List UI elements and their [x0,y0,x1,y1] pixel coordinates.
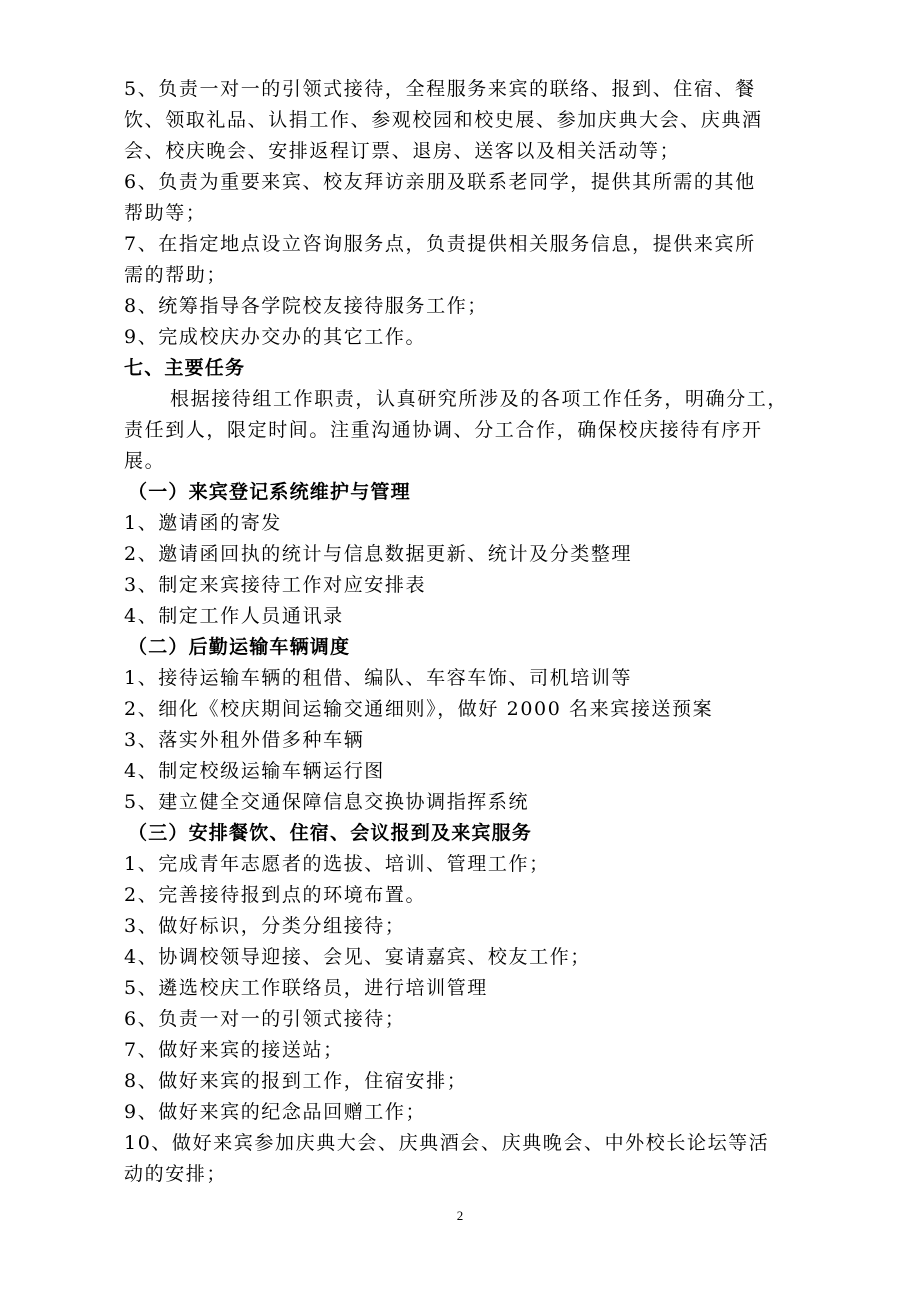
text-line: 6、负责一对一的引领式接待； [124,1008,406,1030]
text-line: 4、制定工作人员通讯录 [124,605,344,627]
text-line: 4、制定校级运输车辆运行图 [124,760,385,782]
page-number: 2 [456,1208,464,1223]
section-heading: 七、主要任务 [124,357,246,379]
text-line: 5、建立健全交通保障信息交换协调指挥系统 [124,791,530,813]
text-line: 3、制定来宾接待工作对应安排表 [124,574,427,596]
subsection-heading: （三）安排餐饮、住宿、会议报到及来宾服务 [128,822,533,844]
text-line: 3、做好标识，分类分组接待； [124,915,406,937]
text-line: 9、做好来宾的纪念品回赠工作； [124,1101,427,1123]
text-line: 会、校庆晚会、安排返程订票、退房、送客以及相关活动等； [124,140,681,162]
text-line: 9、完成校庆办交办的其它工作。 [124,326,427,348]
text-line: 1、完成青年志愿者的选拔、培训、管理工作； [124,853,550,875]
text-line: 3、落实外租外借多种车辆 [124,729,365,751]
text-line: 6、负责为重要来宾、校友拜访亲朋及联系老同学，提供其所需的其他 [124,171,756,193]
text-line: 饮、领取礼品、认捐工作、参观校园和校史展、参加庆典大会、庆典酒 [124,109,763,131]
text-line: 动的安排； [124,1163,228,1185]
text-line: 2、细化《校庆期间运输交通细则》，做好 2000 名来宾接送预案 [124,698,714,720]
text-line: 1、邀请函的寄发 [124,512,282,534]
subsection-heading: （二）后勤运输车辆调度 [128,636,351,658]
text-line: 4、协调校领导迎接、会见、宴请嘉宾、校友工作； [124,946,591,968]
text-line: 展。 [124,450,166,472]
paragraph-line: 根据接待组工作职责，认真研究所涉及的各项工作任务，明确分工， [170,388,789,410]
text-line: 7、在指定地点设立咨询服务点，负责提供相关服务信息，提供来宾所 [124,233,756,255]
text-line: 8、做好来宾的报到工作，住宿安排； [124,1070,468,1092]
text-line: 帮助等； [124,202,207,224]
text-line: 2、邀请函回执的统计与信息数据更新、统计及分类整理 [124,543,633,565]
text-line: 5、遴选校庆工作联络员，进行培训管理 [124,977,488,999]
text-line: 7、做好来宾的接送站； [124,1039,344,1061]
text-line: 需的帮助； [124,264,228,286]
text-line: 2、完善接待报到点的环境布置。 [124,884,427,906]
text-line: 8、统筹指导各学院校友接待服务工作； [124,295,488,317]
document-body [124,74,796,1190]
text-line: 10、做好来宾参加庆典大会、庆典酒会、庆典晚会、中外校长论坛等活 [124,1132,770,1154]
text-line: 1、接待运输车辆的租借、编队、车容车饰、司机培训等 [124,667,633,689]
text-line: 5、负责一对一的引领式接待，全程服务来宾的联络、报到、住宿、餐 [124,78,756,100]
text-line: 责任到人，限定时间。注重沟通协调、分工合作，确保校庆接待有序开 [124,419,763,441]
subsection-heading: （一）来宾登记系统维护与管理 [128,481,411,503]
